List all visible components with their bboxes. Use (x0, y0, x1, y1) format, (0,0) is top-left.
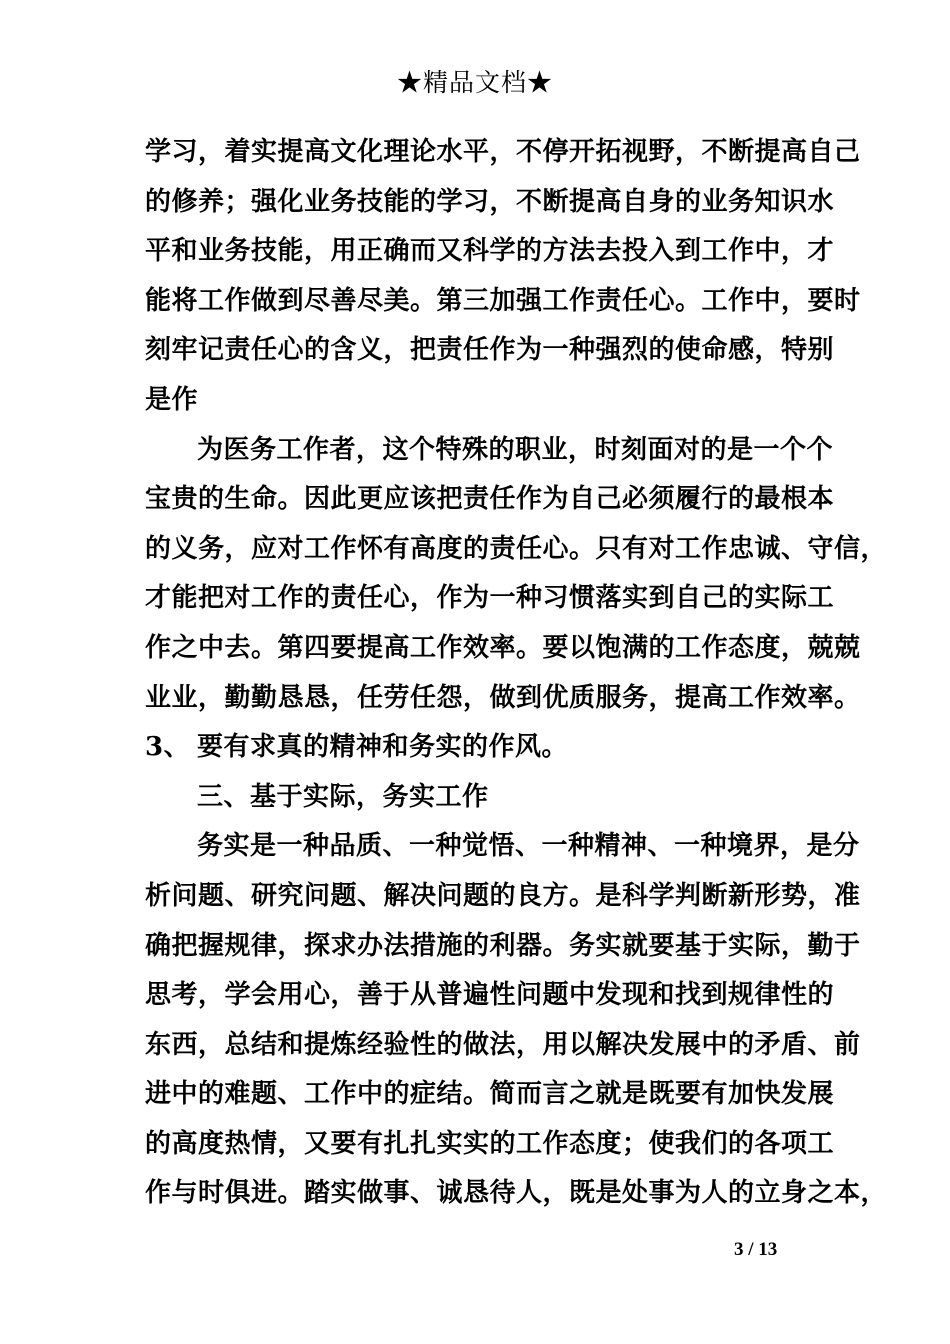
list-item (145, 723, 815, 773)
document-body (145, 128, 888, 1219)
text-line: 才能把对工作的责任心，作为一种习惯落实到自己的实际工 (145, 583, 835, 614)
page-number: 3 / 13 (734, 1239, 778, 1260)
list-number: 3、 (145, 732, 191, 763)
text-line: 东西，总结和提炼经验性的做法，用以解决发展中的矛盾、前 (145, 1029, 861, 1060)
text-line: 业业，勤勤恳恳，任劳任怨，做到优质服务，提高工作效率。 (145, 682, 861, 713)
text-line: 作与时俱进。踏实做事、诚恳待人，既是处事为人的立身之本， (145, 1178, 888, 1209)
text-line: 的修养；强化业务技能的学习，不断提高自身的业务知识水 (145, 186, 835, 217)
text-line: 是作 (145, 384, 199, 415)
text-line: 为医务工作者，这个特殊的职业，时刻面对的是一个个 (197, 434, 834, 465)
text-line: 的高度热情，又要有扎扎实实的工作态度；使我们的各项工 (145, 1128, 835, 1159)
text-line: 的义务，应对工作怀有高度的责任心。只有对工作忠诚、守信， (145, 533, 888, 564)
section-heading: 三、基于实际，务实工作 (197, 781, 489, 812)
text-line: 作之中去。第四要提高工作效率。要以饱满的工作态度，兢兢 (145, 632, 861, 663)
text-line: 学习，着实提高文化理论水平，不停开拓视野，不断提高自己 (145, 137, 861, 167)
text-line: 思考，学会用心，善于从普遍性问题中发现和找到规律性的 (145, 980, 835, 1011)
text-line: 宝贵的生命。因此更应该把责任作为自己必须履行的最根本 (145, 484, 835, 515)
text-line: 刻牢记责任心的含义，把责任作为一种强烈的使命感，特别 (145, 335, 835, 366)
list-item-text: 要有求真的精神和务实的作风。 (197, 732, 569, 763)
text-line: 务实是一种品质、一种觉悟、一种精神、一种境界，是分 (197, 831, 860, 862)
text-line: 确把握规律，探求办法措施的利器。务实就要基于实际，勤于 (145, 930, 861, 961)
text-line: 进中的难题、工作中的症结。简而言之就是既要有加快发展 (145, 1079, 835, 1110)
text-line: 平和业务技能，用正确而又科学的方法去投入到工作中，才 (145, 236, 835, 267)
text-line: 能将工作做到尽善尽美。第三加强工作责任心。工作中，要时 (145, 285, 861, 316)
page-header: ★精品文档★ (396, 68, 553, 97)
text-line: 析问题、研究问题、解决问题的良方。是科学判断新形势，准 (145, 880, 861, 911)
